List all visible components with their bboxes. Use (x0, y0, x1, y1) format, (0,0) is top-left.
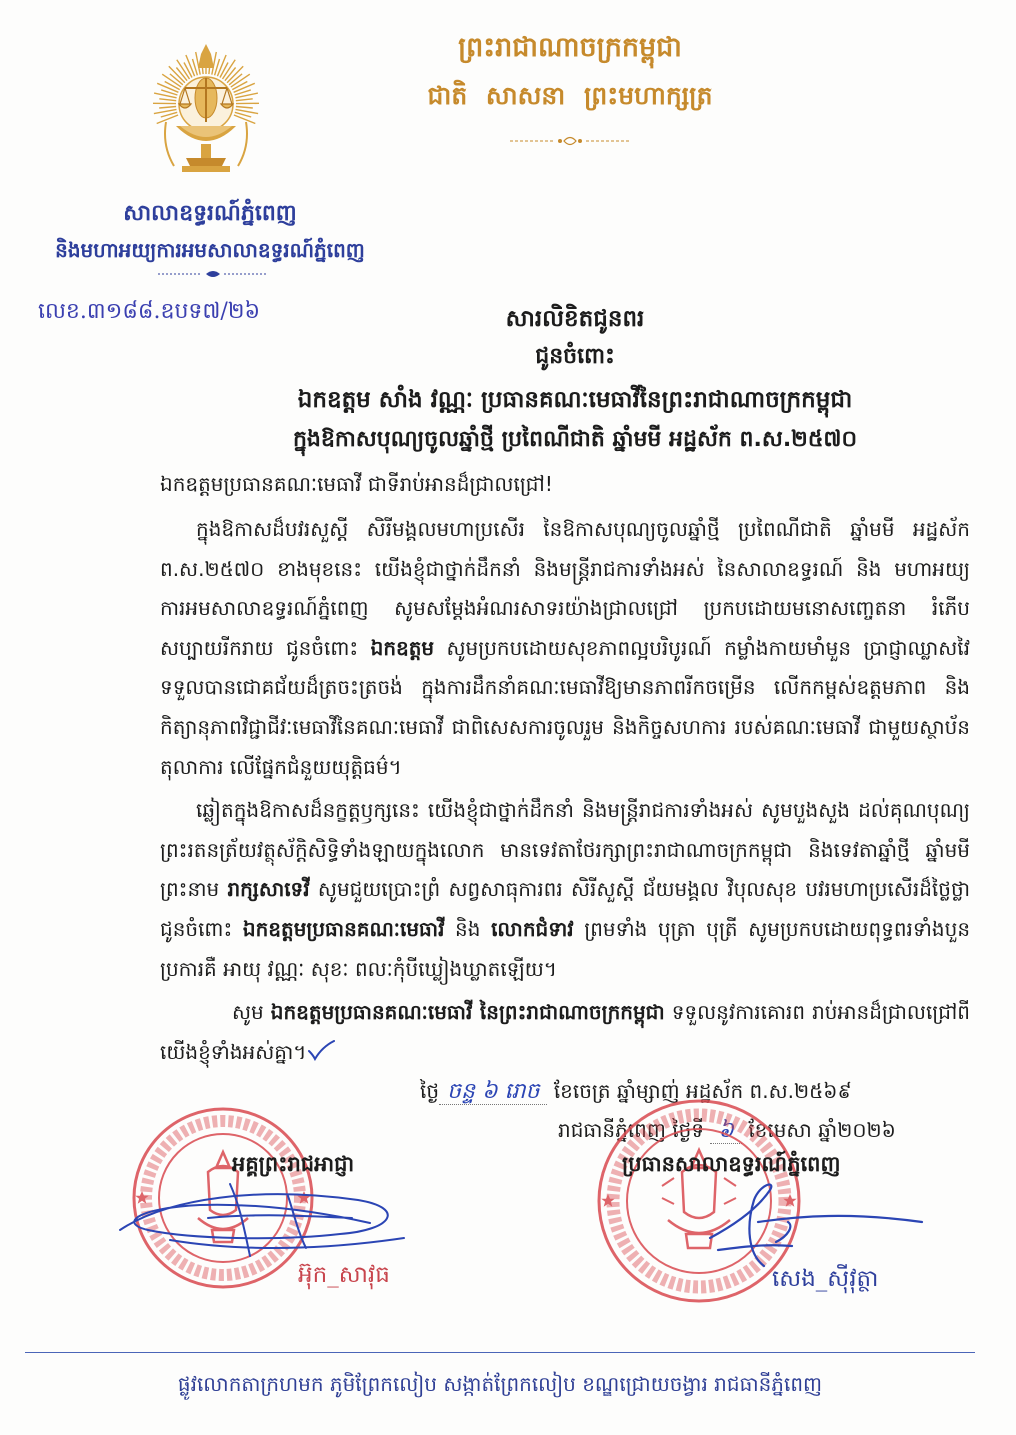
issuer-ornament-icon (158, 268, 268, 280)
signatory-name-prosecutor: អ៊ុក_សាវុធ (298, 1262, 390, 1288)
lunar-date-handwritten: ចន្ទ ៦ រោច (439, 1079, 547, 1105)
court-emblem-icon (152, 26, 260, 194)
deity-name: រាក្សសាទេវី (227, 877, 310, 902)
signatory-title-president: ប្រធានសាលាឧទ្ធរណ៍ភ្នំពេញ (622, 1152, 841, 1176)
paragraph-1-text: សូមប្រកបដោយសុខភាពល្អបរិបូរណ៍ កម្លាំងកាយមាំមួន ប្រាជ្ញាឈ្លាសវៃ ទទួលបានជោគជ័យដ៏ត្រចះត្រចង់ ក្នុងការដឹកនាំគណៈមេធាវីឱ្យមានភាពរីកចម្រើន លើកកម្ពស់ឧត្តមភាព និងកិត្យានុភាពវិជ្ជាជីវៈមេធាវីនៃគណៈមេធាវី ជាពិសេសការចូលរួម និងកិច្ចសហការ របស់គណៈមេធាវី ជាមួយស្ថាប័នតុលាការ លើផ្នែកជំនួយយុត្តិធម៌។ (160, 635, 970, 779)
solar-date-prefix: រាជធានីភ្នំពេញ ថ្ងៃទី (558, 1118, 705, 1143)
paragraph-2-text: ព្រមទាំង បុត្រា បុត្រី សូមប្រកបដោយពុទ្ធពរទាំងបួនប្រការគឺ អាយុ វណ្ណៈ សុខៈ ពលៈកុំបីឃ្លៀងឃ្លាតឡើយ។ (160, 916, 971, 981)
paragraph-1-bold: ឯកឧត្តម (370, 635, 435, 660)
lunar-date-prefix: ថ្ងៃ (420, 1079, 440, 1104)
paragraph-2-text: សូមជួយប្រោះព្រំ សព្វសាធុការពរ សិរីសួស្តី ជ័យមង្គល វិបុលសុខ បវរមហាប្រសើរដ៏ថ្លៃថ្លា ជូនចំពោះ (160, 877, 970, 941)
emblem-ray (157, 115, 178, 124)
paragraph-1-text: ក្នុងឱកាសដ៏បវរសួស្តី សិរីមង្គលមហាប្រសើរ នៃឱកាសបុណ្យចូលឆ្នាំថ្មី ប្រពៃណីជាតិ ឆ្នាំមមី អដ្ឋស័ក ព.ស.២៥៧០ ខាងមុខនេះ យើងខ្ញុំជាថ្នាក់ដឹកនាំ និងមន្ត្រីរាជការទាំងអស់ នៃសាលាឧទ្ធរណ៍ និង មហាអយ្យការអមសាលាឧទ្ធរណ៍ភ្នំពេញ សូមសម្តែងអំណរសាទរយ៉ាងជ្រាលជ្រៅ ប្រកបដោយមនោសញ្ចេតនា រំភើបសប្បាយរីករាយ ជូនចំពោះ (160, 517, 970, 660)
paragraph-3-bold: ឯកឧត្តមប្រធានគណៈមេធាវី នៃព្រះរាជាណាចក្រកម្ពុជា (270, 1000, 665, 1025)
emblem-ray (159, 99, 176, 101)
letter-recipient: ឯកឧត្តម សាំង វណ្ណៈ ប្រធានគណៈមេធាវីនៃព្រះរាជាណាចក្រកម្ពុជា (297, 387, 853, 413)
reference-number: លេខ.៣១៨៨.ឧបទ៧/២៦ (38, 299, 261, 324)
paragraph-3-text: ទទួលនូវការគោរព រាប់អានដ៏ជ្រាលជ្រៅពីយើងខ្ញុំទាំងអស់គ្នា។ (160, 1000, 970, 1064)
signature-prosecutor (108, 1168, 418, 1263)
paragraph-2 (160, 791, 970, 989)
paragraph-2-bold: ឯកឧត្តមប្រធានគណៈមេធាវី (242, 916, 445, 941)
letter-title-block (160, 300, 970, 460)
emblem-ray (232, 82, 247, 90)
emblem-ray (159, 107, 176, 109)
footer-divider (25, 1352, 975, 1353)
lunar-date-suffix: ខែចេត្រ ឆ្នាំម្សាញ់ អដ្ឋស័ក ព.ស.២៥៦៩ (553, 1079, 852, 1104)
salutation: ឯកឧត្តមប្រធានគណៈមេធាវី ជាទីរាប់អានដ៏ជ្រាលជ្រៅ! (160, 472, 553, 496)
letter-body (160, 300, 970, 1150)
issuer-court-name: សាលាឧទ្ធរណ៍ភ្នំពេញ (123, 201, 297, 226)
emblem-ray (236, 107, 253, 109)
emblem-ray (220, 63, 228, 78)
issuer-prosecution-name: និងមហាអយ្យការអមសាលាឧទ្ធរណ៍ភ្នំពេញ (55, 238, 365, 262)
letter-title: សារលិខិតជូនពរ (505, 306, 645, 332)
emblem-ray (234, 115, 255, 124)
emblem-ray (184, 63, 192, 78)
paragraph-2-bold: លោកជំទាវ (491, 916, 574, 941)
national-motto: ជាតិ សាសនា ព្រះមហាក្សត្រ (427, 81, 713, 110)
signature-president (688, 1180, 928, 1275)
handwritten-tick-icon (306, 1039, 336, 1061)
emblem-ray (165, 82, 180, 90)
solar-date-handwritten-day: ៦ (710, 1118, 742, 1144)
kingdom-heading: ព្រះរាជាណាចក្រកម្ពុជា (458, 32, 682, 63)
footer-address: ផ្លូវលោកតាក្រហមក ភូមិព្រែកលៀប សង្កាត់ព្រែកលៀប ខណ្ឌជ្រោយចង្វារ រាជធានីភ្នំពេញ (177, 1372, 823, 1396)
paragraph-3-text: សូម (232, 1000, 271, 1025)
solar-date-suffix: ខែមេសា ឆ្នាំ២០២៦ (748, 1118, 896, 1143)
signatory-title-prosecutor: អគ្គព្រះរាជអាជ្ញា (232, 1152, 355, 1176)
paragraph-1 (160, 510, 970, 787)
header-ornament-icon (510, 134, 630, 148)
emblem-ray (236, 99, 253, 101)
letter-addressed-to: ជូនចំពោះ (535, 344, 615, 369)
signatory-name-president: សេង_ស៊ីវុត្ថា (772, 1266, 879, 1292)
paragraph-3 (160, 993, 970, 1072)
paragraph-2-text: ឆ្លៀតក្នុងឱកាសដ៏នក្ខត្តឫក្សនេះ យើងខ្ញុំជាថ្នាក់ដឹកនាំ និងមន្ត្រីរាជការទាំងអស់ សូមបួងសួង ដល់គុណបុណ្យព្រះរតនត្រ័យវត្ថុស័ក្តិសិទ្ធិទាំងឡាយក្នុងលោក មានទេវតាថែរក្សាព្រះរាជាណាចក្រកម្ពុជា និងទេវតាឆ្នាំថ្មី ឆ្នាំមមី ព្រះនាម (160, 798, 970, 902)
paragraph-2-text: និង (444, 916, 492, 941)
letter-occasion: ក្នុងឱកាសបុណ្យចូលឆ្នាំថ្មី ប្រពៃណីជាតិ ឆ្នាំមមី អដ្ឋស័ក ព.ស.២៥៧០ (292, 427, 858, 452)
